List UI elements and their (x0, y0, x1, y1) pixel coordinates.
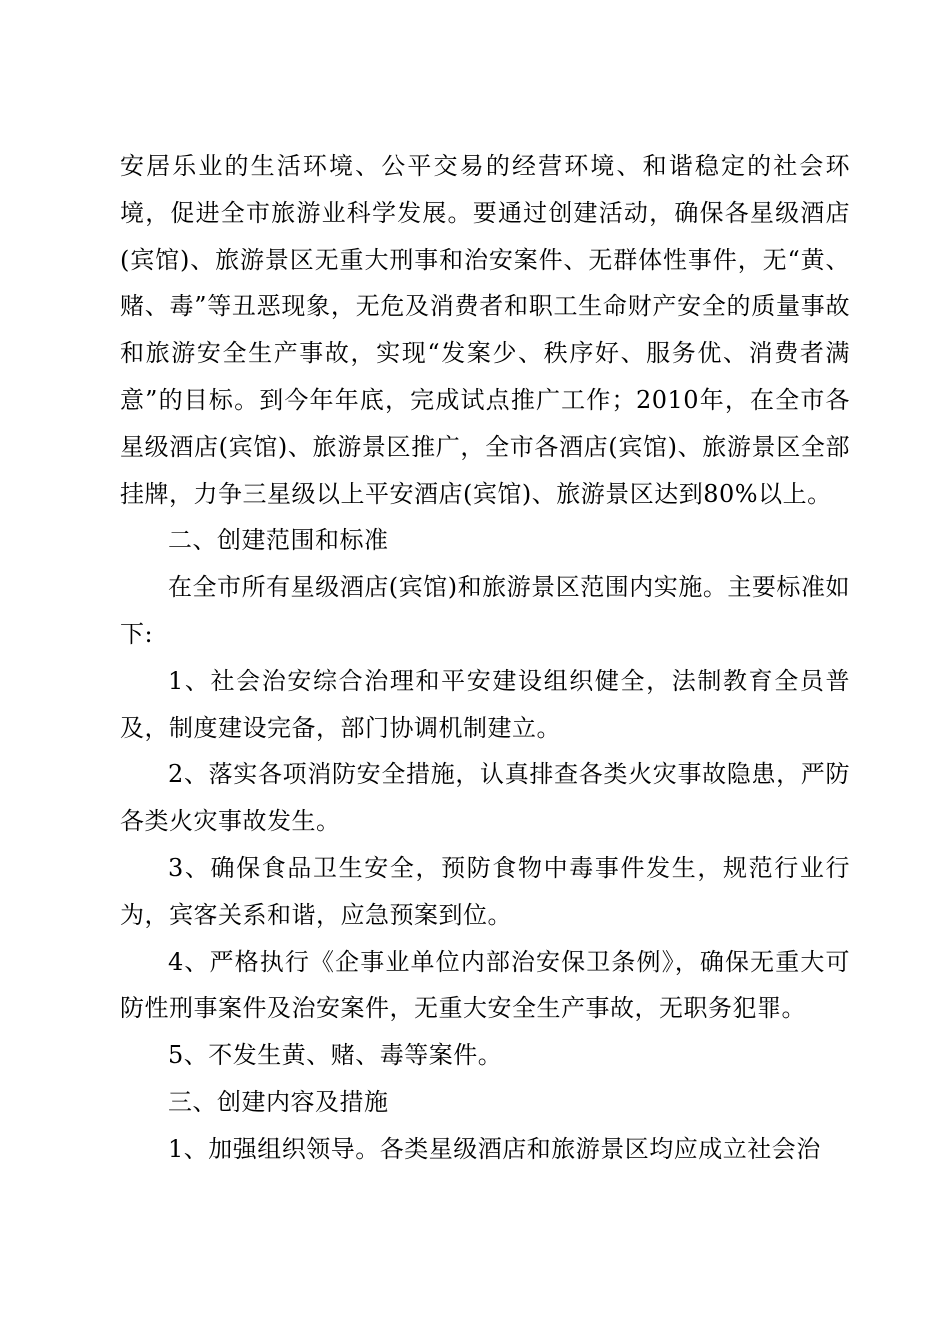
document-page (120, 143, 850, 1173)
standard-item-4: 4、严格执行《企事业单位内部治安保卫条例》，确保无重大可防性刑事案件及治安案件，无重大安全生产事故，无职务犯罪。 (120, 947, 850, 1023)
standard-item-1: 1、社会治安综合治理和平安建设组织健全，法制教育全员普及，制度建设完备，部门协调机制建立。 (120, 666, 850, 742)
standard-item-5: 5、不发生黄、赌、毒等案件。 (168, 1041, 503, 1070)
body-paragraph-2: 在全市所有星级酒店(宾馆)和旅游景区范围内实施。主要标准如下: (120, 573, 850, 648)
section-heading-2: 二、创建范围和标准 (168, 526, 389, 555)
standard-item-3: 3、确保食品卫生安全，预防食物中毒事件发生，规范行业行为，宾客关系和谐，应急预案到位。 (120, 853, 850, 929)
body-paragraph-1: 安居乐业的生活环境、公平交易的经营环境、和谐稳定的社会环境，促进全市旅游业科学发展。要通过创建活动，确保各星级酒店(宾馆)、旅游景区无重大刑事和治安案件、无群体性事件，无“黄、赌、毒”等丑恶现象，无危及消费者和职工生命财产安全的质量事故和旅游安全生产事故，实现“发案少、秩序好、服务优、消费者满意”的目标。到今年年底，完成试点推广工作；2010年，在全市各星级酒店(宾馆)、旅游景区推广，全市各酒店(宾馆)、旅游景区全部挂牌，力争三星级以上平安酒店(宾馆)、旅游景区达到80%以上。 (120, 152, 850, 508)
standard-item-2: 2、落实各项消防安全措施，认真排查各类火灾事故隐患，严防各类火灾事故发生。 (120, 760, 850, 836)
measure-item-1: 1、加强组织领导。各类星级酒店和旅游景区均应成立社会治 (168, 1134, 821, 1163)
section-heading-3: 三、创建内容及措施 (168, 1087, 389, 1116)
